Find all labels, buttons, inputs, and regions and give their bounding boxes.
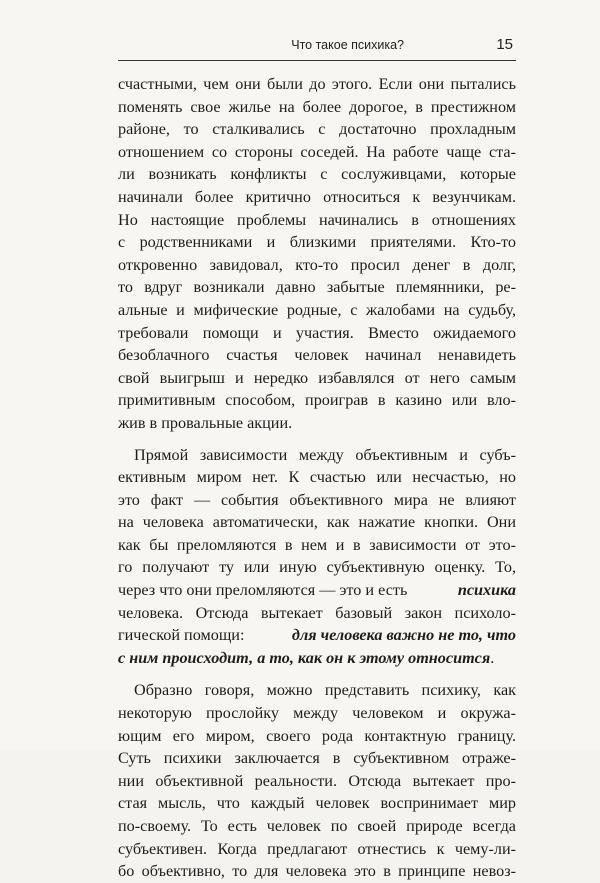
text-line: субъективен. Когда предлагают отнестись к чему-ли-	[118, 839, 516, 858]
text-line: требовали помощи и участия. Вместо ожидаемого	[118, 323, 516, 342]
text-line: Суть психики заключается в субъективном отраже-	[118, 749, 516, 768]
text-line: с родственниками и близкими приятелями. Кто-то	[118, 233, 516, 252]
text-line: нии объективной реальности. Отсюда вытекает про-	[118, 771, 516, 790]
text-line: Прямой зависимости между объективным и субъ-	[134, 445, 516, 464]
text-fragment: через что они преломляются — это и есть	[118, 581, 408, 600]
text-line: Образно говоря, можно представить психику, как	[134, 681, 516, 700]
page-header	[118, 34, 516, 61]
text-line: на человека автоматически, как нажатие кнопки. Они	[118, 513, 516, 532]
text-fragment: гической помощи:	[118, 626, 245, 645]
text-line: безоблачного счастья человек начинал ненавидеть	[118, 346, 516, 365]
text-line: отношением со стороны соседей. На работе чаще ста-	[118, 142, 516, 161]
text-fragment: .	[490, 648, 495, 667]
text-line: стая мысль, что каждый человек воспринимает мир	[118, 794, 516, 813]
running-title: Что такое психика?	[291, 38, 404, 52]
emphasis-law: для человека важно не то, что	[291, 626, 516, 645]
text-line: то вдруг возникали давно забытые племянники, ре-	[118, 278, 516, 297]
emphasis-term: психика	[457, 581, 516, 600]
text-line: откровенно завидовал, кто-то просил денег в долг,	[118, 255, 516, 274]
text-line: примитивным способом, проиграв в казино или вло-	[118, 391, 516, 410]
body-text	[118, 73, 516, 883]
text-line: некоторую прослойку между человеком и окружа-	[118, 704, 516, 723]
text-line	[118, 624, 516, 647]
text-line	[118, 579, 516, 602]
paragraph	[118, 679, 516, 882]
text-line: по-своему. То есть человек по своей природе всегда	[118, 817, 516, 835]
text-line: ективным миром нет. К счастью или несчастью, но	[118, 468, 516, 487]
text-line: бо объективно, то для человека это в принципе невоз-	[118, 862, 516, 881]
text-line: го получают ту или иную субъективную оценку. То,	[118, 558, 516, 577]
text-line: свой выигрыш и нередко избавлялся от него самым	[118, 368, 516, 387]
text-line: районе, то сталкивались с достаточно прохладным	[118, 120, 516, 139]
text-line: счастными, чем они были до этого. Если они пытались	[118, 75, 516, 93]
paragraph	[118, 444, 516, 670]
paragraph	[118, 73, 516, 435]
text-line: ли возникать конфликты с сослуживцами, которые	[118, 165, 516, 184]
text-line: человека. Отсюда вытекает базовый закон психоло-	[118, 603, 516, 622]
page-number: 15	[496, 36, 513, 53]
text-line: Но настоящие проблемы начинались в отношениях	[118, 210, 516, 229]
text-line: это факт — события объективного мира не влияют	[118, 490, 516, 509]
emphasis-law: с ним происходит, а то, как он к этому относится	[118, 648, 491, 667]
text-line: поменять свое жилье на более дорогое, в престижном	[118, 97, 516, 116]
text-line: альные и мифические родные, с жалобами на судьбу,	[118, 300, 516, 319]
text-line	[118, 647, 516, 670]
text-line: ющим его миром, своего рода контактную границу.	[118, 726, 516, 745]
text-line: жив в провальные акции.	[118, 413, 293, 432]
text-line: начинали более критично относиться к везунчикам.	[118, 187, 516, 206]
text-line: как бы преломляются в нем и в зависимости от это-	[118, 535, 516, 554]
